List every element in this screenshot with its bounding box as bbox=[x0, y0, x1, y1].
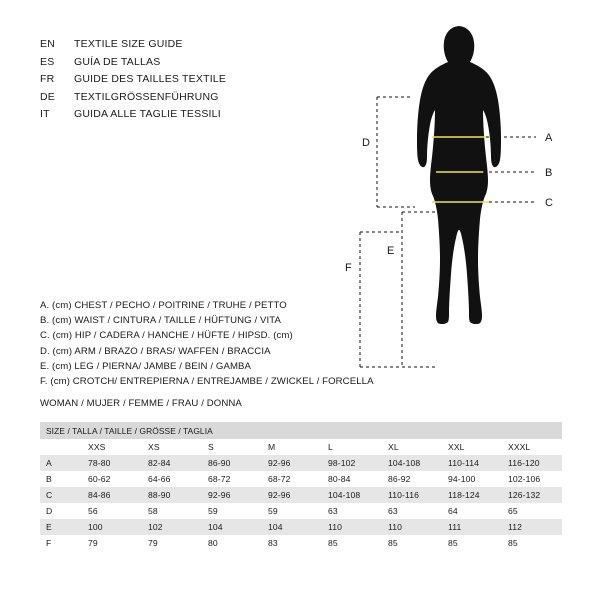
table-cell: 85 bbox=[502, 535, 562, 551]
gender-label: WOMAN / MUJER / FEMME / FRAU / DONNA bbox=[40, 398, 242, 409]
table-corner-cell bbox=[40, 439, 82, 455]
row-label: C bbox=[40, 487, 82, 503]
table-cell: 86-90 bbox=[202, 455, 262, 471]
table-row bbox=[40, 487, 562, 503]
size-header-label: SIZE / TALLA / TAILLE / GRÖSSE / TAGLIA bbox=[40, 422, 562, 439]
legend-line-b: B. (cm) WAIST / CINTURA / TAILLE / HÜFTUNG / VITA bbox=[40, 315, 282, 327]
table-header-row bbox=[40, 422, 562, 439]
table-row bbox=[40, 519, 562, 535]
table-cell: 104-108 bbox=[322, 487, 382, 503]
table-row bbox=[40, 535, 562, 551]
figure-label-f: F bbox=[345, 262, 352, 274]
column-header: M bbox=[262, 439, 322, 455]
column-header: XL bbox=[382, 439, 442, 455]
language-row bbox=[40, 71, 330, 89]
table-cell: 83 bbox=[262, 535, 322, 551]
language-code: EN bbox=[40, 38, 55, 50]
column-header: XXXL bbox=[502, 439, 562, 455]
language-title: TEXTILE SIZE GUIDE bbox=[74, 38, 183, 50]
table-cell: 100 bbox=[82, 519, 142, 535]
table-cell: 104-108 bbox=[382, 455, 442, 471]
language-title: GUIDA ALLE TAGLIE TESSILI bbox=[74, 108, 221, 120]
language-code: FR bbox=[40, 73, 55, 85]
table-cell: 126-132 bbox=[502, 487, 562, 503]
table-cell: 110 bbox=[382, 519, 442, 535]
table-cell: 86-92 bbox=[382, 471, 442, 487]
table-cell: 80-84 bbox=[322, 471, 382, 487]
row-label: D bbox=[40, 503, 82, 519]
table-cell: 118-124 bbox=[442, 487, 502, 503]
table-row bbox=[40, 503, 562, 519]
row-label: B bbox=[40, 471, 82, 487]
table-cell: 110-116 bbox=[382, 487, 442, 503]
table-cell: 102-106 bbox=[502, 471, 562, 487]
legend-line-a: A. (cm) CHEST / PECHO / POITRINE / TRUHE / PETTO bbox=[40, 300, 287, 311]
table-cell: 116-120 bbox=[502, 455, 562, 471]
column-header: XXS bbox=[82, 439, 142, 455]
legend-line-f: F. (cm) CROTCH/ ENTREPIERNA / ENTREJAMBE / ZWICKEL / FORCELLA bbox=[40, 376, 374, 388]
table-cell: 110-114 bbox=[442, 455, 502, 471]
legend-line-e: E. (cm) LEG / PIERNA/ JAMBE / BEIN / GAMBA bbox=[40, 360, 252, 372]
table-cell: 56 bbox=[82, 503, 142, 519]
table-cell: 104 bbox=[262, 519, 322, 535]
measurement-legend bbox=[40, 298, 420, 389]
table-row bbox=[40, 471, 562, 487]
table-cell: 85 bbox=[322, 535, 382, 551]
row-label: F bbox=[40, 535, 82, 551]
language-code: ES bbox=[40, 55, 55, 68]
figure-label-d: D bbox=[362, 137, 370, 149]
table-cell: 64 bbox=[442, 503, 502, 519]
language-row bbox=[40, 89, 330, 107]
female-silhouette-icon bbox=[417, 26, 501, 324]
table-cell: 92-96 bbox=[262, 455, 322, 471]
table-cell: 85 bbox=[442, 535, 502, 551]
legend-line-d: D. (cm) ARM / BRAZO / BRAS/ WAFFEN / BRACCIA bbox=[40, 345, 271, 357]
table-cell: 64-66 bbox=[142, 471, 202, 487]
table-cell: 92-96 bbox=[262, 487, 322, 503]
table-cell: 68-72 bbox=[202, 471, 262, 487]
table-cell: 60-62 bbox=[82, 471, 142, 487]
language-code: DE bbox=[40, 90, 55, 103]
table-cell: 98-102 bbox=[322, 455, 382, 471]
table-cell: 104 bbox=[202, 519, 262, 535]
column-header: XS bbox=[142, 439, 202, 455]
table-cell: 58 bbox=[142, 503, 202, 519]
language-title: GUIDE DES TAILLES TEXTILE bbox=[74, 73, 227, 85]
language-title-block bbox=[40, 36, 330, 124]
table-cell: 78-80 bbox=[82, 455, 142, 471]
table-cell: 59 bbox=[262, 503, 322, 519]
language-title: GUÍA DE TALLAS bbox=[74, 55, 161, 68]
table-cell: 68-72 bbox=[262, 471, 322, 487]
table-cell: 92-96 bbox=[202, 487, 262, 503]
language-code: IT bbox=[40, 108, 50, 120]
language-row bbox=[40, 36, 330, 54]
table-cell: 63 bbox=[382, 503, 442, 519]
table-cell: 102 bbox=[142, 519, 202, 535]
column-header: XXL bbox=[442, 439, 502, 455]
table-cell: 94-100 bbox=[442, 471, 502, 487]
column-header: L bbox=[322, 439, 382, 455]
row-label: E bbox=[40, 519, 82, 535]
size-table bbox=[40, 422, 562, 551]
figure-label-a: A bbox=[545, 132, 553, 144]
row-label: A bbox=[40, 455, 82, 471]
column-header: S bbox=[202, 439, 262, 455]
table-cell: 110 bbox=[322, 519, 382, 535]
table-cell: 82-84 bbox=[142, 455, 202, 471]
table-cell: 79 bbox=[82, 535, 142, 551]
table-cell: 63 bbox=[322, 503, 382, 519]
table-cell: 88-90 bbox=[142, 487, 202, 503]
table-cell: 111 bbox=[442, 519, 502, 535]
legend-line-c: C. (cm) HIP / CADERA / HANCHE / HÜFTE / HIPSD. (cm) bbox=[40, 330, 293, 342]
table-column-row bbox=[40, 439, 562, 455]
table-cell: 84-86 bbox=[82, 487, 142, 503]
table-cell: 59 bbox=[202, 503, 262, 519]
table-cell: 80 bbox=[202, 535, 262, 551]
language-title: TEXTILGRÖSSENFÜHRUNG bbox=[74, 90, 219, 103]
figure-label-c: C bbox=[545, 197, 553, 209]
table-cell: 65 bbox=[502, 503, 562, 519]
figure-label-b: B bbox=[545, 167, 553, 179]
table-cell: 79 bbox=[142, 535, 202, 551]
table-cell: 85 bbox=[382, 535, 442, 551]
figure-label-e: E bbox=[387, 245, 395, 257]
table-cell: 112 bbox=[502, 519, 562, 535]
table-row bbox=[40, 455, 562, 471]
size-table-container bbox=[40, 422, 560, 551]
language-row bbox=[40, 54, 330, 72]
language-row bbox=[40, 106, 330, 124]
